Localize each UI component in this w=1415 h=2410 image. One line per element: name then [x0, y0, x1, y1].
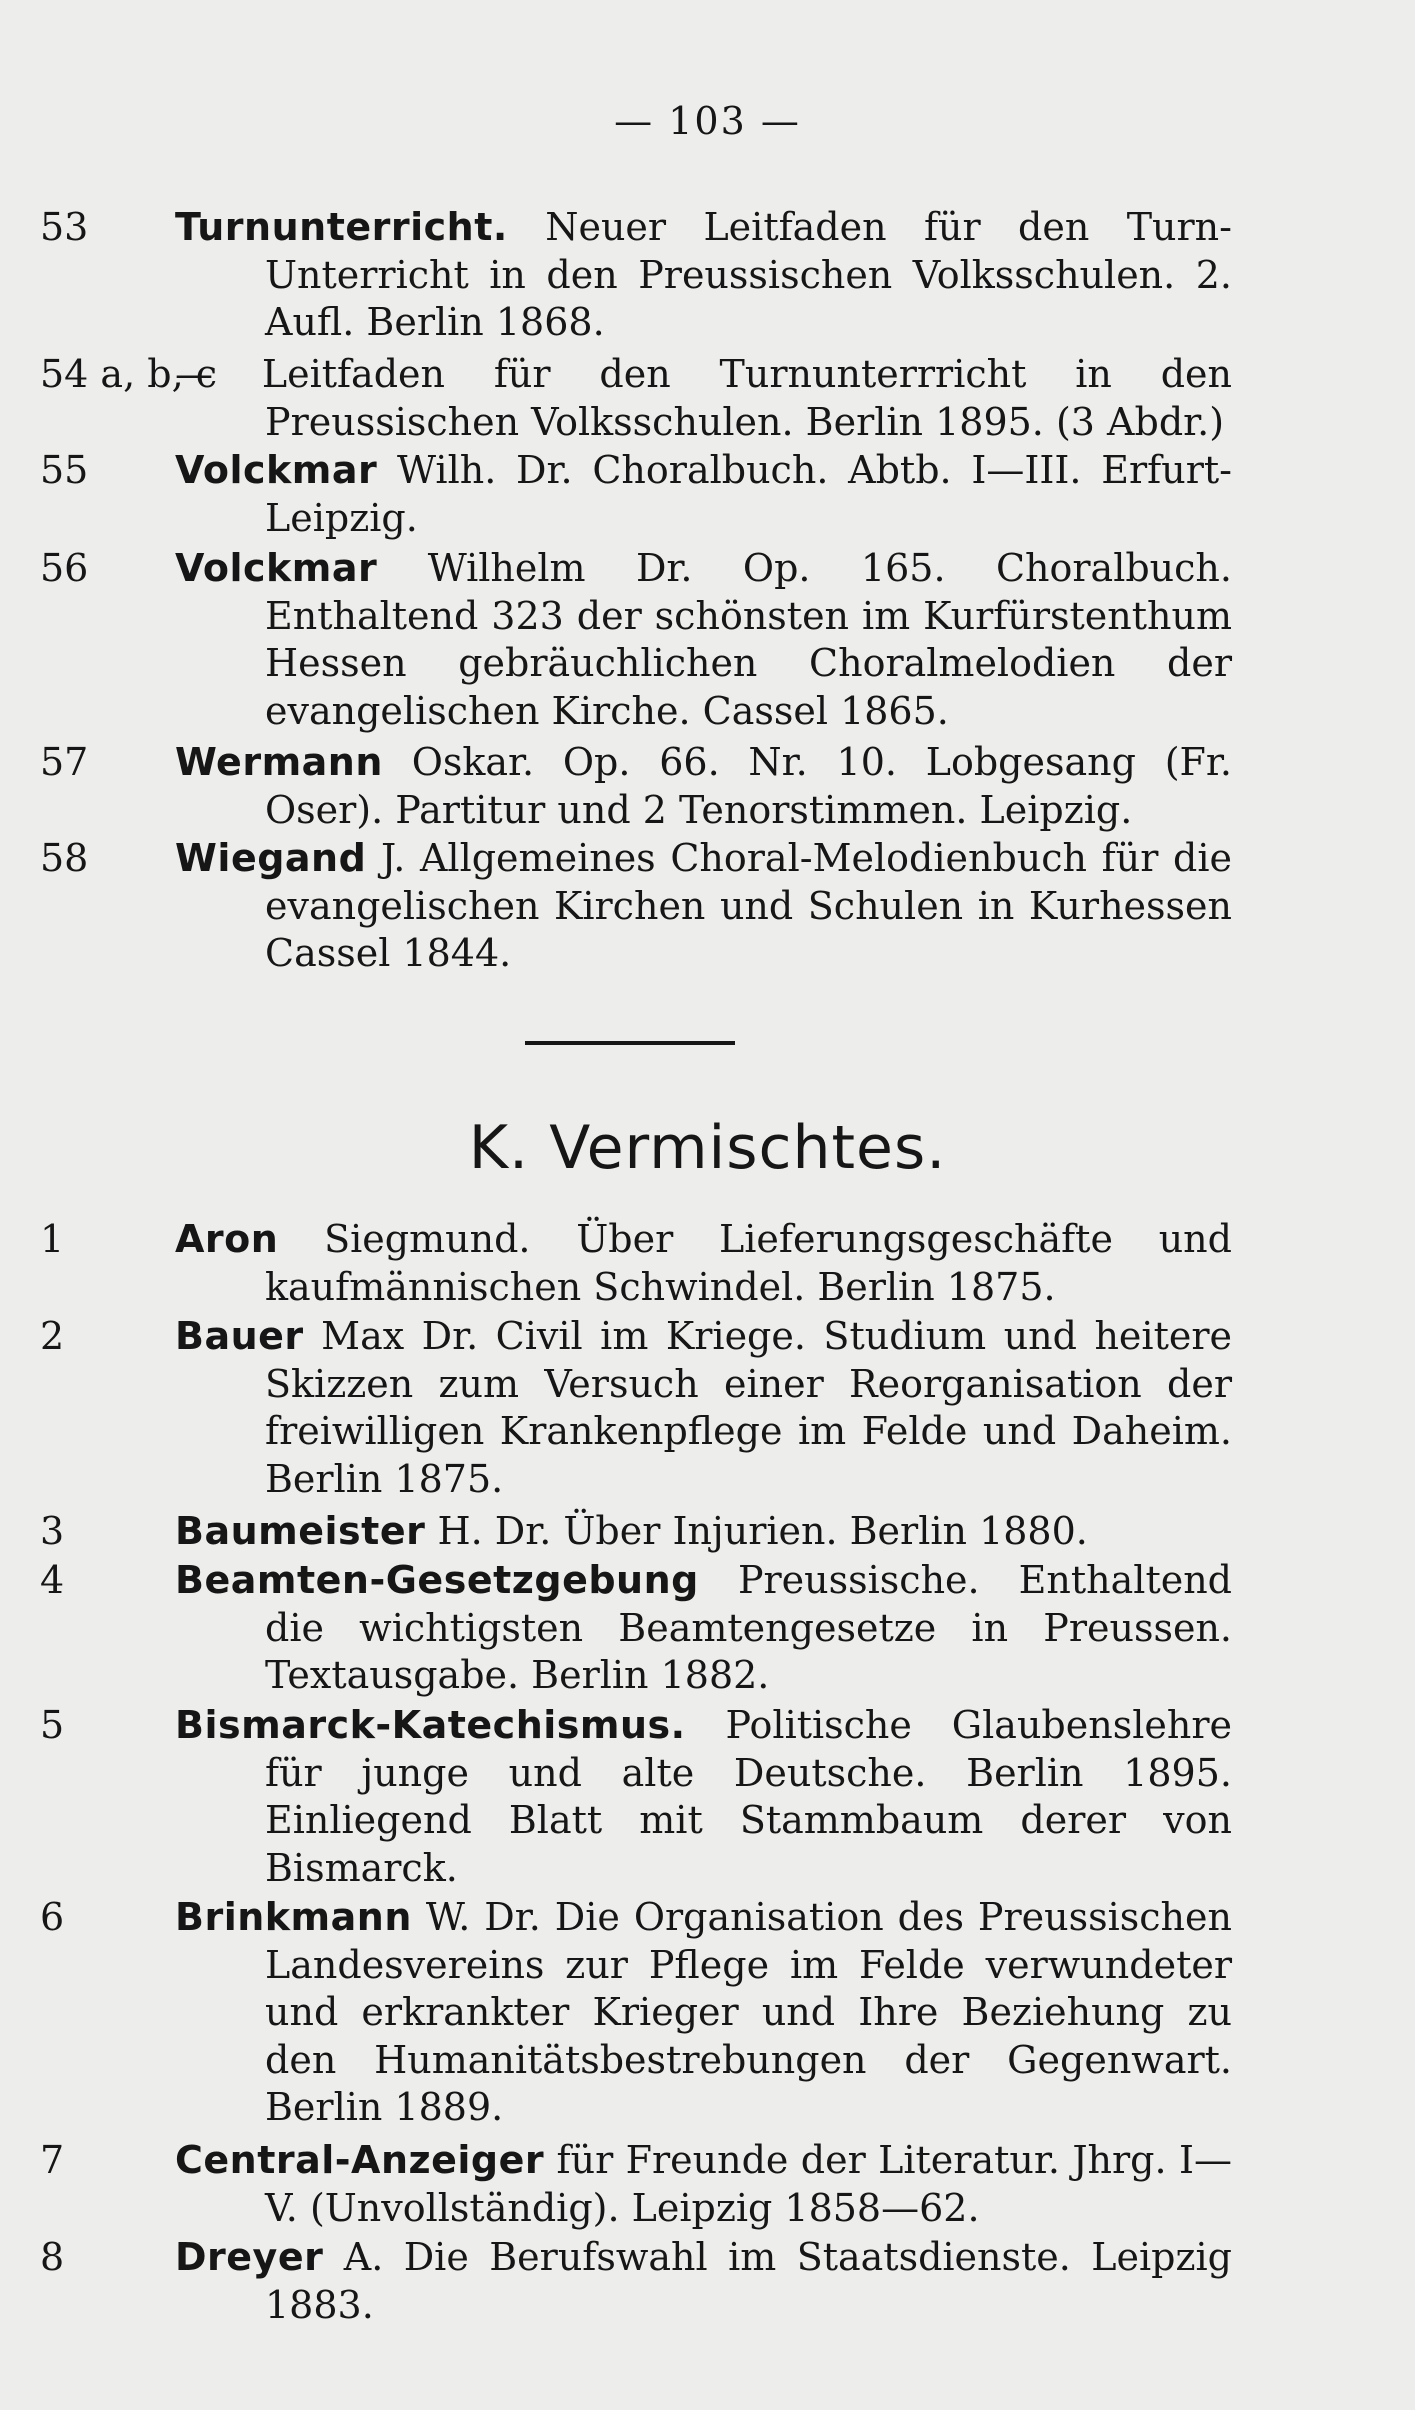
entry-57: [40, 739, 1232, 834]
entry-number: 3: [40, 1509, 65, 1553]
entry-k-4: [40, 1557, 1232, 1700]
entry-text: Max Dr. Civil im Kriege. Studium und heitere Skizzen zum Versuch einer Reorganisation der freiwilligen Krankenpflege im Felde und Daheim. Berlin 1875.: [265, 1314, 1232, 1501]
entry-k-8: [40, 2234, 1232, 2329]
entry-name: Brinkmann: [175, 1895, 412, 1939]
entry-text: Wilhelm Dr. Op. 165. Choralbuch. Enthaltend 323 der schönsten im Kurfürstenthum Hessen gebräuchlichen Choralmelodien der evangelischen Kirche. Cassel 1865.: [265, 546, 1232, 733]
entry-56: [40, 545, 1232, 735]
page-number: — 103 —: [614, 99, 801, 143]
entry-name: Volckmar: [175, 546, 378, 590]
entry-number: 2: [40, 1314, 65, 1358]
entry-number: 53: [40, 205, 89, 249]
entry-number: 54 a, b, c: [40, 352, 218, 396]
entry-text: A. Die Berufswahl im Staatsdienste. Leipzig 1883.: [265, 2235, 1232, 2327]
entry-name: Wiegand: [175, 836, 367, 880]
entry-text: für Freunde der Literatur. Jhrg. I—V. (Unvollständig). Leipzig 1858—62.: [265, 2138, 1232, 2230]
entry-name: Bauer: [175, 1314, 304, 1358]
entry-number: 4: [40, 1558, 65, 1602]
entry-name: Dreyer: [175, 2235, 324, 2279]
entry-58: [40, 835, 1232, 978]
entry-text: W. Dr. Die Organisation des Preussischen Landesvereins zur Pflege im Felde verwundeter und erkrankter Krieger und Ihre Beziehung zu den Humanitätsbestrebungen der Gegenwart. Berlin 1889.: [265, 1895, 1232, 2129]
entry-text: Politische Glaubenslehre für junge und alte Deutsche. Berlin 1895. Einliegend Blatt mit Stammbaum derer von Bismarck.: [265, 1703, 1232, 1890]
entry-number: 6: [40, 1895, 65, 1939]
entry-text: Neuer Leitfaden für den Turn-Unterricht in den Preussischen Volksschulen. 2. Aufl. Berlin 1868.: [265, 205, 1232, 344]
entry-number: 55: [40, 448, 89, 492]
entry-text: Preussische. Enthaltend die wichtigsten Beamtengesetze in Preussen. Textausgabe. Berlin 1882.: [265, 1558, 1232, 1697]
entry-number: 8: [40, 2235, 65, 2279]
entry-k-7: [40, 2137, 1232, 2232]
entry-name: Aron: [175, 1217, 279, 1261]
entry-number: 1: [40, 1217, 65, 1261]
entry-text: Wilh. Dr. Choralbuch. Abtb. I—III. Erfurt-Leipzig.: [265, 448, 1232, 540]
entry-text: J. Allgemeines Choral-Melodienbuch für die evangelischen Kirchen und Schulen in Kurhessen Cassel 1844.: [265, 836, 1232, 975]
entry-name: Volckmar: [175, 448, 378, 492]
entry-name: Wermann: [175, 740, 383, 784]
entry-text: Siegmund. Über Lieferungsgeschäfte und kaufmännischen Schwindel. Berlin 1875.: [265, 1217, 1232, 1309]
entry-54abc: [40, 351, 1232, 446]
entry-k-2: [40, 1313, 1232, 1503]
entry-k-5: [40, 1702, 1232, 1892]
entry-text: Oskar. Op. 66. Nr. 10. Lobgesang (Fr. Oser). Partitur und 2 Tenorstimmen. Leipzig.: [265, 740, 1232, 832]
entry-number: 57: [40, 740, 89, 784]
entry-number: 58: [40, 836, 89, 880]
entry-name: Central-Anzeiger: [175, 2138, 545, 2182]
entry-name: Baumeister: [175, 1509, 426, 1553]
entry-53: [40, 204, 1232, 347]
entry-name: Bismarck-Katechismus.: [175, 1703, 686, 1747]
entry-number: 7: [40, 2138, 65, 2182]
section-divider: [525, 1041, 735, 1045]
entry-text: H. Dr. Über Injurien. Berlin 1880.: [437, 1509, 1088, 1553]
entry-k-3: [40, 1508, 1232, 1556]
entry-55: [40, 447, 1232, 542]
entry-number: 56: [40, 546, 89, 590]
entry-k-6: [40, 1894, 1232, 2132]
section-heading: K. Vermischtes.: [468, 1113, 947, 1183]
entry-k-1: [40, 1216, 1232, 1311]
entry-text: — Leitfaden für den Turnunterrricht in den Preussischen Volksschulen. Berlin 1895. (3 Abdr.): [175, 352, 1232, 444]
entry-name: Turnunterricht.: [175, 205, 508, 249]
entry-name: Beamten-Gesetzgebung: [175, 1558, 699, 1602]
entry-number: 5: [40, 1703, 65, 1747]
